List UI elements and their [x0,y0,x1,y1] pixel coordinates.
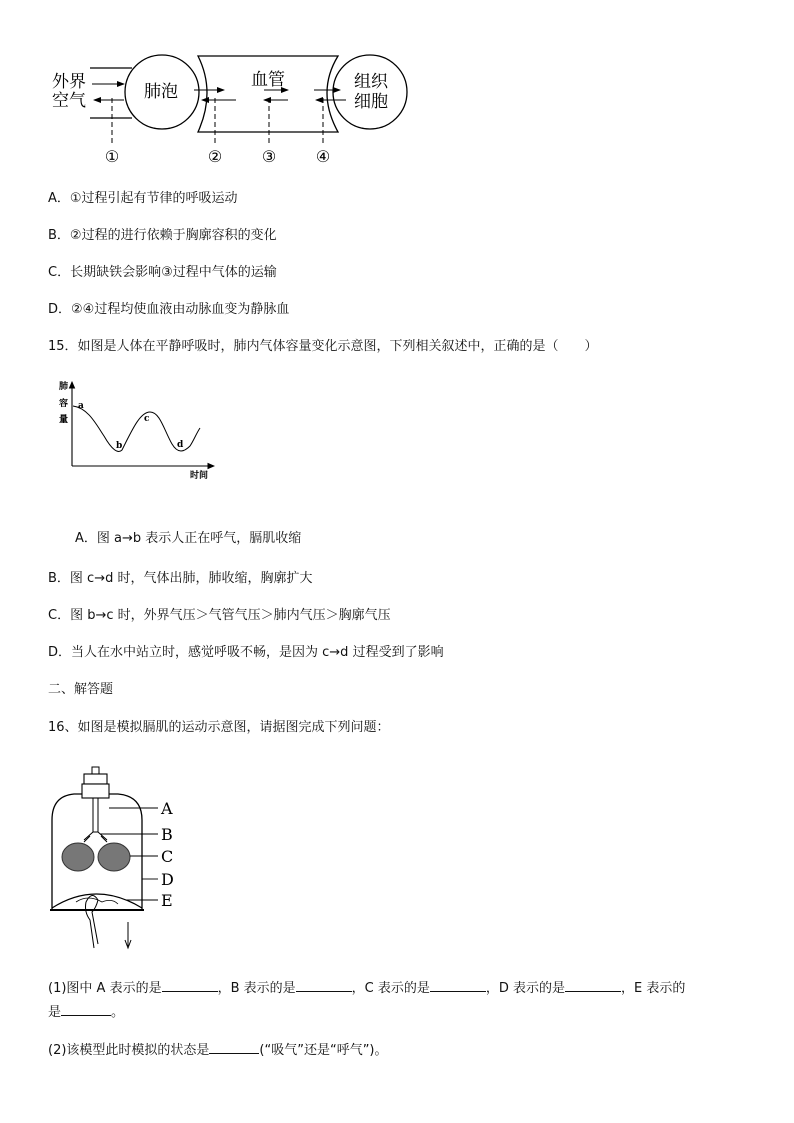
marker-1: ① [104,147,120,166]
graph-point-d: d [177,440,184,450]
graph-point-c: c [144,414,150,424]
q16-part1-line1: (1)图中 A 表示的是 ，B 表示的是 ，C 表示的是 ，D 表示的是 ，E 表示的 [48,977,685,998]
label-a: A [161,799,173,818]
label-d: D [161,870,174,889]
outside-air-label-1: 外界 [52,72,86,92]
tissue-cell-label-1: 组织 [354,72,388,92]
q15-option-d: D．当人在水中站立时，感觉呼吸不畅，是因为 c→d 过程受到了影响 [48,645,444,660]
graph-point-a: a [78,401,84,411]
graph-xlabel: 时间 [190,471,209,481]
label-e: E [161,891,173,910]
answer-blank-state[interactable] [209,1039,259,1054]
graph-ylabel-3: 量 [59,415,69,425]
tissue-cell-label-2: 细胞 [354,92,388,112]
q14-option-d: D．②④过程均使血液由动脉血变为静脉血 [48,302,290,317]
outside-air-label-2: 空气 [52,91,86,111]
section-heading: 二、解答题 [48,682,114,697]
alveoli-label: 肺泡 [144,82,178,102]
right-balloon [98,843,130,871]
q14-option-c: C．长期缺铁会影响③过程中气体的运输 [48,265,277,280]
answer-blank-c[interactable] [430,977,486,992]
q15-option-c: C．图 b→c 时，外界气压＞气管气压＞肺内气压＞胸廓气压 [48,608,391,623]
q15-option-a: A．图 a→b 表示人正在呼气，膈肌收缩 [75,531,302,546]
q15-stem: 15．如图是人体在平静呼吸时，肺内气体容量变化示意图，下列相关叙述中，正确的是（ ） [48,339,598,354]
graph-point-b: b [116,441,123,451]
graph-ylabel-2: 容 [59,399,69,409]
gas-exchange-diagram [50,48,430,168]
answer-blank-b[interactable] [296,977,352,992]
answer-blank-d[interactable] [565,977,621,992]
q15-option-b: B．图 c→d 时，气体出肺，肺收缩，胸廓扩大 [48,571,313,586]
marker-2: ② [207,147,223,166]
q16-part1-line2: 是 。 [48,1001,124,1022]
graph-ylabel-1: 肺 [59,382,69,392]
marker-4: ④ [315,147,331,166]
q16-stem: 16、如图是模拟膈肌的运动示意图，请据图完成下列问题： [48,720,390,735]
q14-option-a: A．①过程引起有节律的呼吸运动 [48,191,238,206]
left-balloon [62,843,94,871]
answer-blank-a[interactable] [162,977,218,992]
q14-option-b: B．②过程的进行依赖于胸廓容积的变化 [48,228,277,243]
marker-3: ③ [261,147,277,166]
hand-icon [86,895,99,948]
blood-vessel-shape [198,56,338,132]
diaphragm-model-figure [46,762,196,954]
answer-blank-e[interactable] [61,1001,111,1016]
blood-vessel-label: 血管 [251,70,285,90]
lung-volume-graph [56,378,221,486]
q16-part2: (2)该模型此时模拟的状态是 (“吸气”还是“呼气”)。 [48,1039,388,1060]
rubber-membrane [52,894,142,908]
label-c: C [161,847,174,866]
label-b: B [161,825,173,844]
